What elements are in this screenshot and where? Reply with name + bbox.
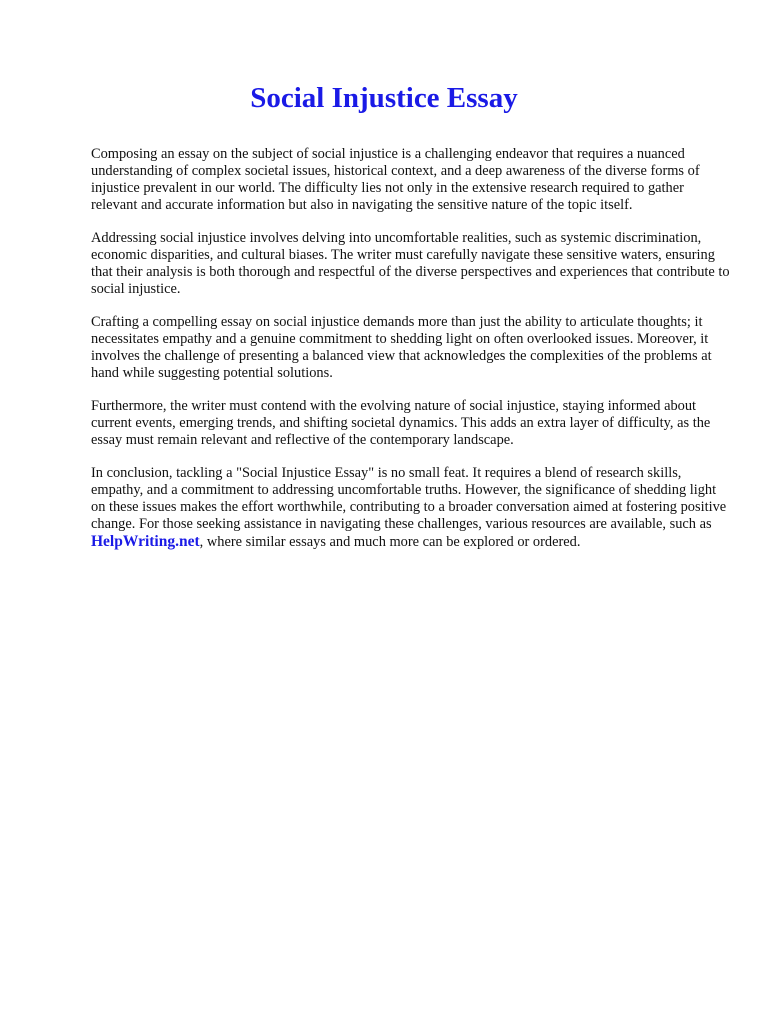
page-title: Social Injustice Essay — [250, 82, 518, 114]
paragraph-1: Composing an essay on the subject of social injustice is a challenging endeavor that requires a nuanced understanding of complex societal issues, historical context, and a deep awareness of the diverse forms of injustice prevalent in our world. The difficulty lies not only in the extensive research required to gather relevant and accurate information but also in navigating the sensitive nature of the topic itself. — [91, 146, 700, 213]
essay-body — [91, 146, 731, 567]
conclusion-text-before-link: In conclusion, tackling a "Social Injustice Essay" is no small feat. It requires a blend of research skills, empathy, and a commitment to addressing uncomfortable truths. However, the significance of shedding light on these issues makes the effort worthwhile, contributing to a broader conversation aimed at fostering positive change. For those seeking assistance in navigating these challenges, various resources are available, such as — [91, 465, 727, 532]
paragraph-4: Furthermore, the writer must contend with the evolving nature of social injustice, staying informed about current events, emerging trends, and shifting societal dynamics. This adds an extra layer of difficulty, as the essay must remain relevant and reflective of the contemporary landscape. — [91, 398, 711, 448]
paragraph-3: Crafting a compelling essay on social injustice demands more than just the ability to articulate thoughts; it necessitates empathy and a genuine commitment to shedding light on often overlooked issues. Moreover, it involves the challenge of presenting a balanced view that acknowledges the complexities of the problems at hand while suggesting potential solutions. — [91, 314, 712, 381]
paragraph-conclusion — [91, 465, 731, 551]
helpwriting-link[interactable]: HelpWriting.net — [91, 533, 200, 550]
paragraph-2: Addressing social injustice involves delving into uncomfortable realities, such as systemic discrimination, economic disparities, and cultural biases. The writer must carefully navigate these sensitive waters, ensuring that their analysis is both thorough and respectful of the diverse perspectives and experiences that contribute to social injustice. — [91, 230, 730, 297]
conclusion-text-after-link: , where similar essays and much more can be explored or ordered. — [199, 534, 581, 550]
